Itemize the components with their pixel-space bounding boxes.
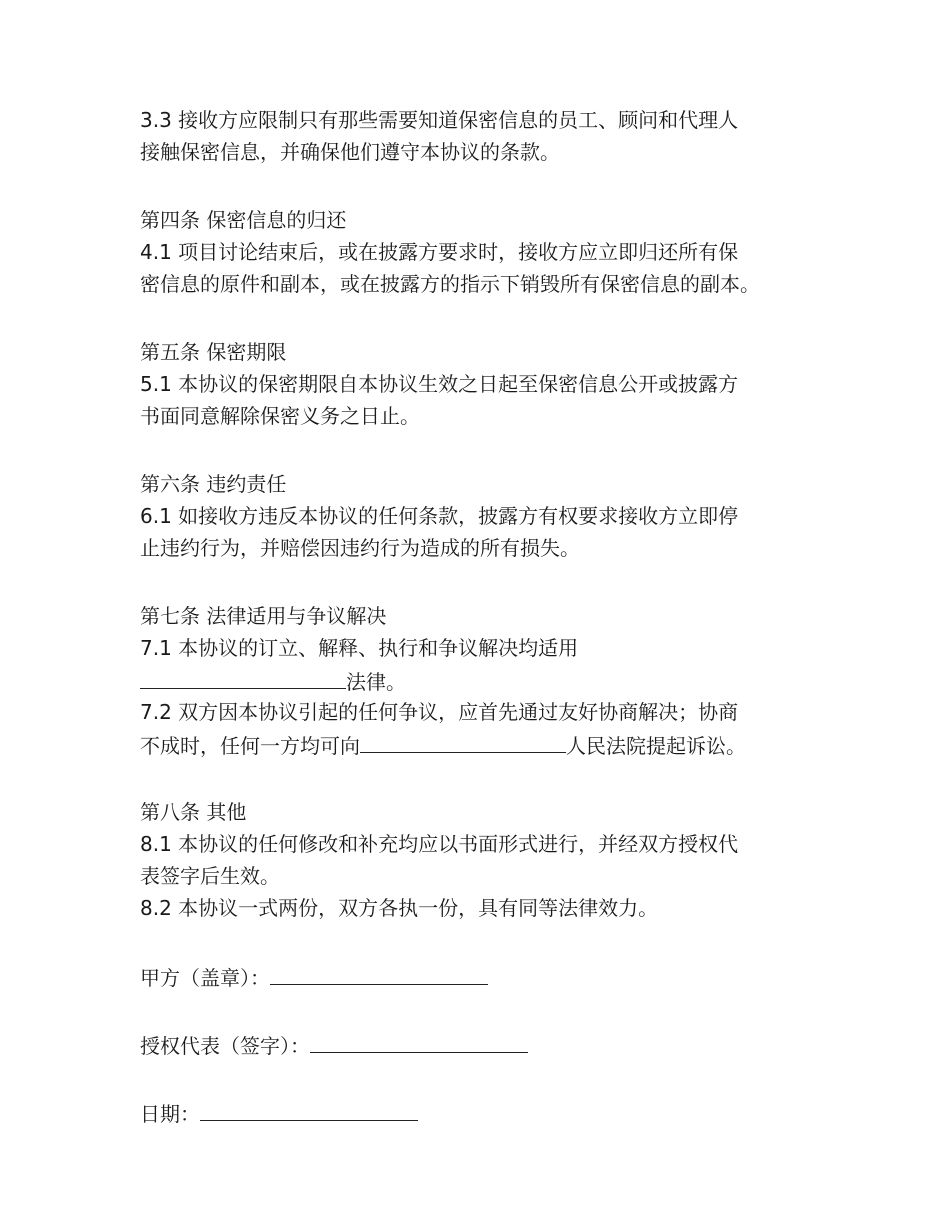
party-a-signature-row (140, 960, 840, 992)
clause-7-2-line-2 (140, 728, 840, 760)
article-5-heading: 第五条 保密期限 (140, 340, 287, 364)
clause-8-1-line-1: 8.1 本协议的任何修改和补充均应以书面形式进行，并经双方授权代 (140, 832, 739, 856)
document-page (140, 104, 840, 1128)
court-blank[interactable] (360, 728, 566, 753)
clause-7-1-line-2 (140, 664, 840, 696)
clause-5-1-line-2: 书面同意解除保密义务之日止。 (140, 404, 420, 428)
article-4-heading: 第四条 保密信息的归还 (140, 208, 347, 232)
clause-8-2: 8.2 本协议一式两份，双方各执一份，具有同等法律效力。 (140, 896, 659, 920)
governing-law-blank[interactable] (140, 664, 346, 689)
clause-7-2-suffix: 人民法院提起诉讼。 (566, 734, 746, 758)
article-7-heading: 第七条 法律适用与争议解决 (140, 604, 387, 628)
clause-7-1-suffix: 法律。 (346, 670, 406, 694)
clause-8-1-line-2: 表签字后生效。 (140, 864, 280, 888)
clause-7-2-line-1: 7.2 双方因本协议引起的任何争议，应首先通过友好协商解决；协商 (140, 700, 739, 724)
clause-3-3-line-2: 接触保密信息，并确保他们遵守本协议的条款。 (140, 140, 560, 164)
party-a-label: 甲方（盖章）： (140, 966, 270, 990)
clause-6-1-line-2: 止违约行为，并赔偿因违约行为造成的所有损失。 (140, 536, 580, 560)
clause-3-3-line-1: 3.3 接收方应限制只有那些需要知道保密信息的员工、顾问和代理人 (140, 108, 739, 132)
article-8-heading: 第八条 其他 (140, 800, 247, 824)
clause-7-1-line-1: 7.1 本协议的订立、解释、执行和争议解决均适用 (140, 636, 579, 660)
date-blank[interactable] (200, 1096, 418, 1121)
clause-7-2-prefix: 不成时，任何一方均可向 (140, 734, 360, 758)
representative-label: 授权代表（签字）： (140, 1034, 310, 1058)
representative-signature-blank[interactable] (310, 1028, 528, 1053)
clause-4-1-line-2: 密信息的原件和副本，或在披露方的指示下销毁所有保密信息的副本。 (140, 272, 760, 296)
party-a-seal-blank[interactable] (270, 960, 488, 985)
clause-5-1-line-1: 5.1 本协议的保密期限自本协议生效之日起至保密信息公开或披露方 (140, 372, 739, 396)
article-6-heading: 第六条 违约责任 (140, 472, 287, 496)
representative-signature-row (140, 1028, 840, 1060)
date-row (140, 1096, 840, 1128)
clause-6-1-line-1: 6.1 如接收方违反本协议的任何条款，披露方有权要求接收方立即停 (140, 504, 739, 528)
clause-4-1-line-1: 4.1 项目讨论结束后，或在披露方要求时，接收方应立即归还所有保 (140, 240, 739, 264)
date-label: 日期： (140, 1102, 200, 1126)
